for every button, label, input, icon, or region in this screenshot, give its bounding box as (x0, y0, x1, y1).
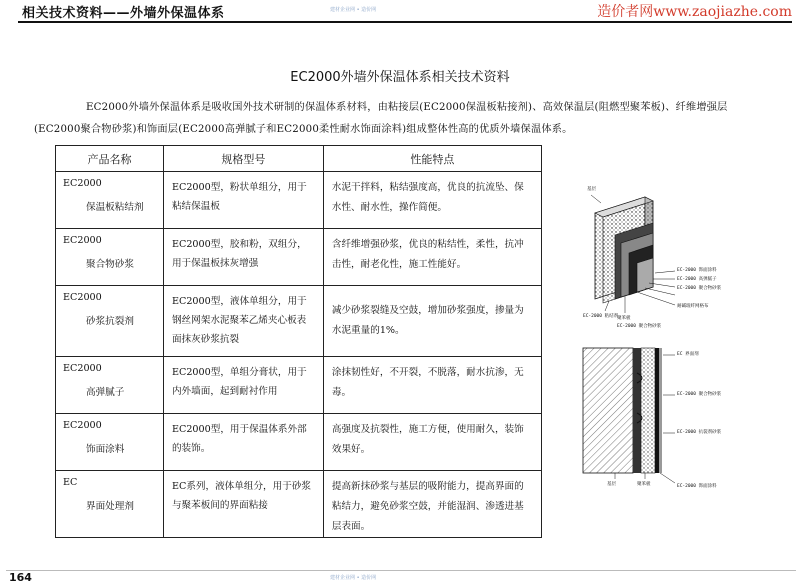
product-code: EC2000 (63, 235, 102, 246)
header-performance: 性能特点 (323, 146, 541, 172)
spec-text: EC系列，液体单组分，用于砂浆与聚苯板间的界面粘接 (171, 481, 312, 511)
spec-text: EC2000型，胶和粉，双组分，用于保温板抹灰增强 (171, 239, 307, 269)
product-code: EC2000 (63, 292, 102, 303)
header-rule (18, 21, 792, 23)
figure-label: EC-2000 饰面涂料 (677, 484, 717, 489)
product-code: EC2000 (63, 363, 102, 374)
product-code: EC2000 (63, 178, 102, 189)
figure-label: EC-2000 聚合物砂浆 (617, 324, 662, 329)
page-bottom-rule (6, 34, 796, 571)
spec-text: EC2000型，单组分膏状，用于内外墙面，起到耐衬作用 (171, 367, 307, 397)
figure-label: EC-2000 高弹腻子 (677, 277, 717, 282)
section-title: 相关技术资料——外墙外保温体系 (22, 6, 225, 21)
site-watermark: 造价者网www.zaojiazhe.com (597, 4, 792, 20)
product-name: 高弹腻子 (86, 387, 125, 398)
document-title: EC2000外墙外保温体系相关技术资料 (290, 70, 510, 85)
product-name: 保温板粘结剂 (86, 202, 144, 213)
feature-text: 高强度及抗裂性，施工方便，使用耐久，装饰效果好。 (331, 424, 524, 455)
spec-text: EC2000型，用于保温体系外部的装饰。 (171, 424, 307, 454)
figure-label: 耐碱玻纤网格布 (677, 304, 709, 309)
page-number: 164 (9, 571, 32, 584)
figure-label: EC-2000 饰面涂料 (677, 268, 717, 273)
spec-text: EC2000型，液体单组分，用于钢丝网架水泥聚苯乙烯夹心板表面抹灰砂浆抗裂 (171, 296, 307, 345)
header-product-name: 产品名称 (56, 146, 164, 172)
figure-label: 基层 (587, 187, 596, 192)
figure-label: EC-2000 粘结剂 (583, 314, 619, 319)
feature-text: 涂抹韧性好，不开裂，不脱落，耐水抗渗，无毒。 (331, 367, 524, 398)
spec-text: EC2000型，粉状单组分，用于粘结保温板 (171, 182, 307, 212)
figure-label: EC-2000 聚合物砂浆 (677, 392, 722, 397)
feature-text: 减少砂浆裂缝及空鼓，增加砂浆强度，掺量为水泥重量的1%。 (331, 305, 524, 336)
page-header (0, 0, 800, 22)
figure-label: 基层 (607, 482, 616, 487)
header-spec-model: 规格型号 (163, 146, 323, 172)
product-code: EC (63, 477, 78, 488)
product-name: 砂浆抗裂剂 (86, 316, 134, 327)
product-name: 界面处理剂 (86, 501, 134, 512)
product-name: 饰面涂料 (86, 444, 125, 455)
figure-label: EC-2000 抗裂剂砂浆 (677, 430, 722, 435)
figure-label: 聚苯板 (637, 482, 651, 487)
figure-label: 聚苯板 (617, 316, 631, 321)
product-code: EC2000 (63, 420, 102, 431)
feature-text: 提高新抹砂浆与基层的吸附能力，提高界面的粘结力，避免砂浆空鼓，并能湿润、渗透进基层表面。 (331, 481, 524, 532)
intro-paragraph: EC2000外墙外保温体系是吸收国外技术研制的保温体系材料，由粘接层(EC2000保温板粘接剂)、高效保温层(阻燃型聚苯板)、纤维增强层(EC2000聚合物砂浆)和饰面层(EC2000高弹腻子和EC2000柔性耐水饰面涂料)组成整体性高的优质外墙保温体系。 (34, 102, 728, 135)
figure-label: EC-2000 聚合物砂浆 (677, 286, 722, 291)
header-watermark: 建材企业网 • 造价网 (330, 7, 377, 13)
figure-label: EC 界面剂 (677, 352, 699, 357)
footer-watermark: 建材企业网 • 造价网 (330, 575, 377, 581)
feature-text: 水泥干拌料，粘结强度高，优良的抗流坠、保水性、耐水性，操作简便。 (331, 182, 524, 213)
feature-text: 含纤维增强砂浆，优良的粘结性，柔性，抗冲击性，耐老化性，施工性能好。 (331, 239, 524, 270)
product-name: 聚合物砂浆 (86, 259, 134, 270)
